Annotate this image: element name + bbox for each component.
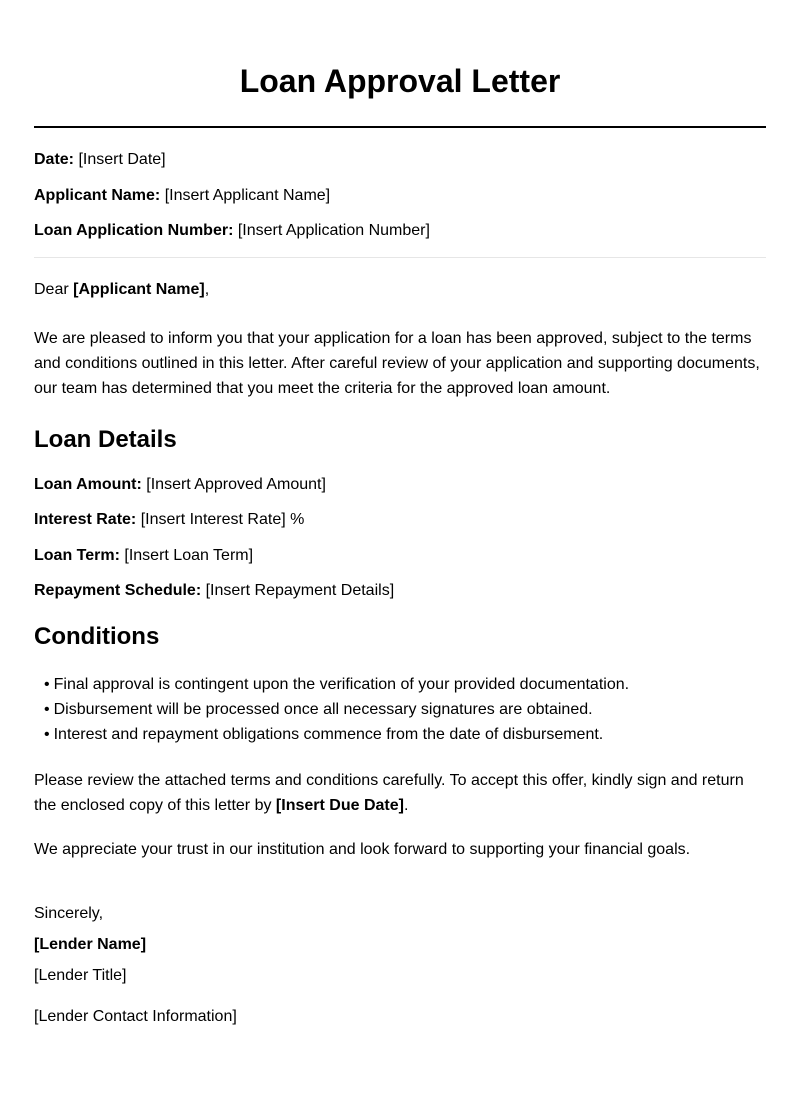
bullet-icon: • <box>44 676 50 693</box>
applicant-name-value: [Insert Applicant Name] <box>164 186 331 204</box>
repayment-schedule-label: Repayment Schedule: <box>34 582 202 599</box>
date-label: Date: <box>34 151 75 168</box>
list-item <box>44 722 766 747</box>
interest-rate-label: Interest Rate: <box>34 511 137 528</box>
bullet-icon: • <box>44 726 50 743</box>
conditions-heading: Conditions <box>34 623 160 650</box>
interest-rate-line <box>34 510 766 530</box>
lender-contact: [Lender Contact Information] <box>34 1008 237 1025</box>
greeting-suffix: , <box>204 280 210 298</box>
conditions-list <box>34 672 766 747</box>
application-number-line <box>34 221 766 241</box>
date-value: [Insert Date] <box>78 151 166 168</box>
acceptance-suffix: . <box>403 797 409 814</box>
condition-text: Interest and repayment obligations commence from the date of disbursement. <box>53 726 604 743</box>
repayment-schedule-line <box>34 581 766 601</box>
condition-text: Disbursement will be processed once all necessary signatures are obtained. <box>53 701 593 718</box>
sign-off: Sincerely, <box>34 905 104 922</box>
loan-term-value: [Insert Loan Term] <box>124 546 254 564</box>
greeting-name: [Applicant Name] <box>73 280 205 298</box>
loan-amount-value: [Insert Approved Amount] <box>146 475 326 493</box>
acceptance-paragraph <box>34 768 766 818</box>
application-number-value: [Insert Application Number] <box>237 222 430 239</box>
list-item <box>44 697 766 722</box>
list-item <box>44 672 766 697</box>
metadata-divider <box>34 257 766 258</box>
greeting <box>34 280 766 300</box>
signature-block <box>34 904 766 1027</box>
intro-paragraph: We are pleased to inform you that your application for a loan has been approved, subject to the terms and conditions outlined in this letter. After careful review of your application and supporting documents, our team has determined that you meet the criteria for the approved loan amount. <box>34 329 760 397</box>
lender-title: [Lender Title] <box>34 967 127 984</box>
repayment-schedule-value: [Insert Repayment Details] <box>205 582 395 599</box>
loan-details-heading: Loan Details <box>34 425 177 453</box>
loan-amount-line <box>34 475 766 495</box>
bullet-icon: • <box>44 701 50 718</box>
loan-amount-label: Loan Amount: <box>34 475 142 493</box>
interest-rate-value: [Insert Interest Rate] % <box>140 511 305 528</box>
applicant-name-label: Applicant Name: <box>34 186 161 204</box>
date-line <box>34 150 766 170</box>
due-date-placeholder: [Insert Due Date] <box>275 797 404 814</box>
application-number-label: Loan Application Number: <box>34 222 234 239</box>
letter-page <box>34 0 766 1027</box>
loan-term-line <box>34 546 766 566</box>
closing-paragraph: We appreciate your trust in our institution and look forward to supporting your financial goals. <box>34 841 691 858</box>
title-divider <box>34 126 766 128</box>
acceptance-text: Please review the attached terms and conditions carefully. To accept this offer, kindly sign and return the enclosed copy of this letter by <box>34 772 744 814</box>
loan-term-label: Loan Term: <box>34 546 120 564</box>
applicant-name-line <box>34 186 766 206</box>
loan-details-list <box>34 475 766 602</box>
page-title: Loan Approval Letter <box>239 63 561 99</box>
greeting-prefix: Dear <box>34 280 69 298</box>
condition-text: Final approval is contingent upon the verification of your provided documentation. <box>53 676 630 693</box>
lender-name: [Lender Name] <box>34 936 147 953</box>
letter-metadata <box>34 150 766 241</box>
